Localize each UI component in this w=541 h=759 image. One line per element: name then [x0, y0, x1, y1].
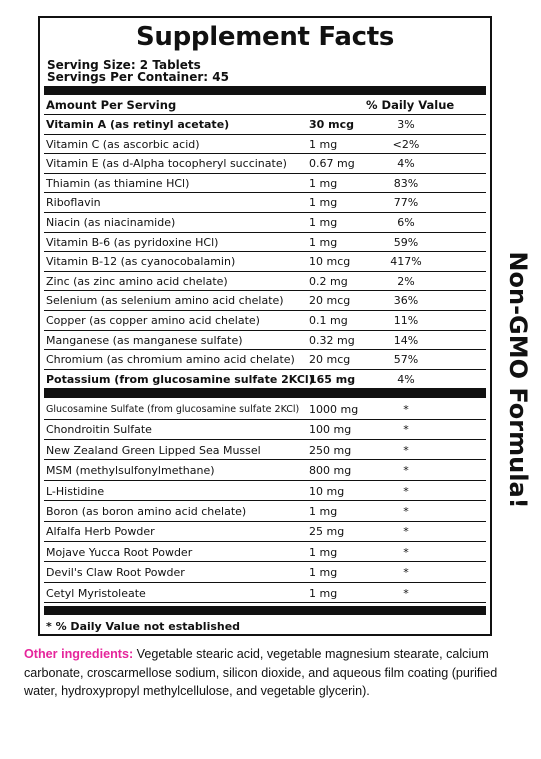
nutrient-daily-value: * — [403, 423, 409, 437]
nutrient-daily-value: * — [403, 566, 409, 580]
serving-size: Serving Size: 2 Tablets — [47, 58, 201, 72]
table-row — [44, 420, 486, 440]
nutrient-name: New Zealand Green Lipped Sea Mussel — [46, 443, 261, 457]
nutrient-name: Chromium (as chromium amino acid chelate) — [46, 353, 295, 367]
table-row — [44, 370, 486, 390]
table-row — [44, 350, 486, 370]
nutrient-amount: 1 mg — [309, 235, 338, 249]
table-row — [44, 233, 486, 253]
nutrient-name: Niacin (as niacinamide) — [46, 216, 176, 229]
servings-per-container: Servings Per Container: 45 — [47, 70, 229, 84]
nutrient-amount: 20 mcg — [309, 294, 351, 308]
nutrient-daily-value: * — [403, 505, 409, 518]
nutrient-amount: 1 mg — [309, 586, 338, 600]
table-header-row — [44, 95, 486, 115]
nutrient-amount: 20 mcg — [309, 353, 351, 367]
table-row — [44, 543, 486, 563]
nutrient-name: Glucosamine Sulfate (from glucosamine sulfate 2KCl) — [46, 404, 300, 415]
nutrient-name: Vitamin A (as retinyl acetate) — [46, 118, 230, 131]
nutrient-daily-value: * — [403, 464, 409, 478]
nutrient-name: Manganese (as manganese sulfate) — [46, 333, 243, 347]
nutrient-name: Riboflavin — [46, 196, 101, 210]
nutrient-amount: 0.2 mg — [309, 274, 348, 288]
nutrient-daily-value: * — [403, 545, 409, 559]
nutrient-name: Vitamin B-6 (as pyridoxine HCl) — [46, 235, 219, 249]
nutrient-daily-value: * — [403, 403, 409, 416]
header-daily-value: % Daily Value — [366, 98, 455, 112]
nutrient-daily-value: * — [403, 443, 409, 457]
table-row — [44, 291, 486, 311]
nutrient-daily-value: <2% — [392, 137, 420, 151]
table-row — [44, 482, 486, 502]
nutrient-amount: 1 mg — [309, 137, 338, 151]
table-row — [44, 252, 486, 272]
nutrient-amount: 25 mg — [309, 525, 345, 539]
table-row — [44, 461, 486, 481]
nutrient-amount: 30 mcg — [309, 118, 354, 131]
nutrient-daily-value: 417% — [390, 255, 422, 269]
nutrient-daily-value: * — [403, 484, 409, 498]
nutrient-name: Vitamin E (as d-Alpha tocopheryl succinate) — [46, 157, 287, 171]
table-row — [44, 502, 486, 522]
nutrient-amount: 0.32 mg — [309, 333, 355, 347]
nutrient-daily-value: 14% — [393, 333, 419, 347]
nutrient-daily-value: 4% — [397, 372, 415, 386]
table-row — [44, 193, 486, 213]
nutrient-name: Thiamin (as thiamine HCl) — [46, 176, 190, 190]
header-amount: Amount Per Serving — [46, 98, 177, 112]
nutrient-amount: 1 mg — [309, 545, 338, 559]
table-row — [44, 311, 486, 331]
nutrient-amount: 1000 mg — [309, 403, 359, 416]
divider-bar-middle — [44, 389, 486, 398]
nutrient-daily-value: 57% — [393, 353, 419, 367]
nutrient-amount: 250 mg — [309, 443, 352, 457]
nutrient-amount: 100 mg — [309, 423, 352, 437]
panel-title: Supplement Facts — [135, 22, 395, 52]
side-label — [498, 245, 538, 515]
divider-bar-bottom — [44, 606, 486, 615]
nutrient-name: Zinc (as zinc amino acid chelate) — [46, 274, 228, 288]
nutrient-daily-value: * — [403, 525, 409, 539]
table-row — [44, 272, 486, 292]
table-row — [44, 522, 486, 542]
nutrient-name: MSM (methylsulfonylmethane) — [46, 464, 215, 478]
nutrient-name: Devil's Claw Root Powder — [46, 566, 185, 580]
table-row — [44, 174, 486, 194]
nutrient-name: Mojave Yucca Root Powder — [46, 545, 193, 559]
table-row — [44, 441, 486, 461]
nutrient-daily-value: 2% — [397, 274, 415, 288]
table-row — [44, 563, 486, 583]
nutrient-name: Vitamin C (as ascorbic acid) — [46, 137, 200, 151]
other-ingredients — [24, 645, 529, 701]
nutrient-daily-value: 77% — [393, 196, 419, 210]
nutrient-amount: 800 mg — [309, 464, 352, 478]
table-row — [44, 331, 486, 351]
table-row — [44, 584, 486, 604]
table-row — [44, 400, 486, 420]
nutrient-daily-value: 83% — [393, 176, 419, 190]
nutrient-amount: 1 mg — [309, 505, 338, 518]
nutrient-amount: 1 mg — [309, 216, 338, 229]
nutrient-daily-value: 36% — [393, 294, 419, 308]
nutrient-name: Selenium (as selenium amino acid chelate) — [46, 294, 284, 308]
table-row — [44, 135, 486, 155]
nutrient-amount: 10 mcg — [309, 255, 351, 269]
nutrient-amount: 1 mg — [309, 176, 338, 190]
nutrient-name: Cetyl Myristoleate — [46, 586, 146, 600]
nutrient-name: L-Histidine — [46, 484, 105, 498]
table-row — [44, 154, 486, 174]
other-ingredients-text: Vegetable stearic acid, vegetable magnesium stearate, calcium carbonate, croscarmellose sodium, silicon dioxide, and aqueous film coating (purified water, hydroxypropyl methylcellulose, and vegetable glycerin). — [24, 647, 498, 698]
nutrient-amount: 1 mg — [309, 566, 338, 580]
divider-bar-top — [44, 86, 486, 95]
table-row — [44, 213, 486, 233]
nutrient-amount: 165 mg — [309, 372, 356, 386]
serving-info — [47, 59, 229, 83]
table-row — [44, 115, 486, 135]
nutrient-name: Boron (as boron amino acid chelate) — [46, 505, 247, 518]
nutrient-daily-value: 6% — [397, 216, 415, 229]
nutrient-daily-value: 59% — [393, 235, 419, 249]
nutrient-daily-value: 3% — [397, 118, 415, 131]
footnote: * % Daily Value not established — [46, 620, 241, 633]
nutrient-daily-value: 4% — [397, 157, 415, 171]
nutrient-amount: 10 mg — [309, 484, 345, 498]
nutrient-name: Chondroitin Sulfate — [46, 423, 152, 437]
nutrient-amount: 0.67 mg — [309, 157, 355, 171]
nutrient-name: Potassium (from glucosamine sulfate 2KCl) — [46, 372, 314, 386]
supplement-facts-panel — [38, 16, 492, 636]
non-gmo-text: Non-GMO Formula! — [504, 251, 532, 509]
nutrient-name: Copper (as copper amino acid chelate) — [46, 314, 260, 327]
other-ingredients-label: Other ingredients: — [24, 647, 134, 661]
nutrient-amount: 1 mg — [309, 196, 338, 210]
nutrient-amount: 0.1 mg — [309, 314, 348, 327]
nutrient-name: Alfalfa Herb Powder — [46, 525, 155, 539]
nutrient-daily-value: 11% — [393, 314, 419, 327]
nutrient-daily-value: * — [403, 586, 409, 600]
nutrient-name: Vitamin B-12 (as cyanocobalamin) — [46, 255, 236, 269]
